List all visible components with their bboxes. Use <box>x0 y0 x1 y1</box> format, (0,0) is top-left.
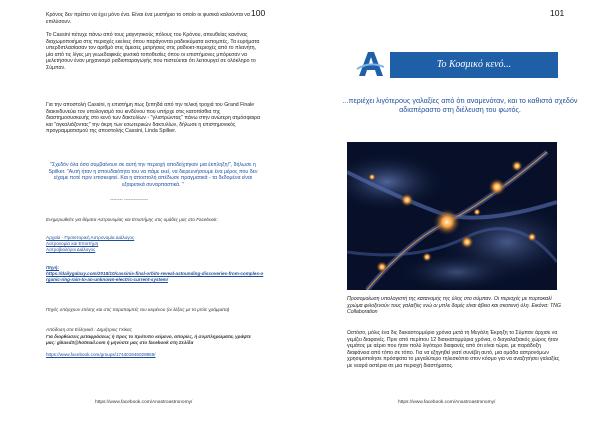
facebook-links <box>46 235 134 254</box>
source-label: Πηγή: <box>46 265 59 270</box>
corrections-note: Για διορθώσεις μεταφράσεως ή προς το πρότυπο κείμενο, απορίες, ή συμπληρώματα, γράψτε μας: gikasd3@hotmail.com ή μηνύστε μας στο facebook στη Σελίδα <box>46 334 251 345</box>
page-number-left: 100 <box>251 8 266 18</box>
link-astronomy-science[interactable]: Αστρονομία και Επιστήμη <box>46 241 99 247</box>
separator-line: -------- --------------- <box>110 198 149 203</box>
right-page <box>300 0 600 424</box>
link-astrobiology[interactable]: Αστροβιολόγοι Διάλογος <box>46 247 96 253</box>
source-block[interactable] <box>46 265 264 283</box>
source-url[interactable]: https://dailygalaxy.com/2018/10/cassinis-final-orbits-reveal-astounding-discoveries-from-complex-organic-ring-rain-to-an-unknown-electric-current-system/ <box>46 271 264 282</box>
paragraph-intro: Κρόνος δεν πρέπει να έχει μόνο ένα. Είναι ένα μυστήριο το οποίο οι φυσικά καλούνται να επιλύσουν. <box>46 12 250 25</box>
a-logo-icon <box>355 49 385 79</box>
link-ancient-astronomy[interactable]: Αρχαία - Προϊστορική Αστρονομία Διάλογος <box>46 235 135 240</box>
paragraph-intergalactic: Ωστόσο, μόλις ένα δις διεκαστομμύριο χρόνια μετά τη Μεγάλη Έκρηξη το Σύμπαν άρχισε να γεμίζει διαφανές. Πριν από περίπου 12 δισεκατομμύρια χρόνια, ο διαγαλαξιακός χώρος ήταν γεμάτος με αέριο που ήταν πολύ λιγότερο διαφανές από ότι είναι τώρα, με παράδοξη διαφάνεια από τόπο σε τόπο. Για να εξηγηθεί γιατί συνέβη αυτό, μια ομάδα αστρονόμων χρησιμοποίησε πρόσφατα το μεγαλύτερο τηλεσκόπιο στον κόσμο για να αναζητήσει γαλαξίες με νεαρά αστέρια σε μια περιοχή διαστήματος. <box>347 330 560 369</box>
sources-note: Πηγές υπάρχουν επίσης και στις παραπομπές του κειμένου (οι λέξεις με τα μπλε γράμματα) <box>46 307 230 312</box>
paragraph-grand-finale: Για την αποστολή Cassini, η επιστήμη πως ξεπηδά από την τελική τροχιά του Grand Finale διακινδυνεύει τον υπολογισμό του κινδύνου που υπήρχε στις κατοπίσθια της διαστημοσυσκευής στο κενό των δακτυλίων - "γλιστρώντας" πάνω στην ανώτερη ατμόσφαιρα και "αγκαλιάζοντας" την άκρη των εσωτερικών δακτυλίων, δήλωσε η επιστημονικός προγραμματισμού της αποστολής Cassini, Linda Spilker. <box>46 102 260 135</box>
footer-left[interactable]: https://www.facebook.com/Anastroastronomy/ <box>95 400 193 405</box>
translation-credit: Απόδοση στα Ελληνικά : Δημήτριος Γκίκας <box>46 327 132 332</box>
facebook-info: Ενημερωθείτε για θέματα Αστρονομίας και Επιστήμης στις ομάδες μας στο Facebook: <box>46 217 218 222</box>
cosmic-web-image <box>347 142 557 290</box>
cosmic-web-icon <box>347 142 557 290</box>
subtitle: ...περιέχει λιγότερους γαλαξίες από ότι αναμενόταν, και το καθιστά σχεδόν αδιαπέραστο στη διέλευση του φωτός. <box>342 96 578 115</box>
footer-right[interactable]: https://www.facebook.com/Anastroastronomy/ <box>398 400 496 405</box>
facebook-group-link[interactable]: https://www.facebook.com/groups/174401846028959/ <box>46 352 156 357</box>
paragraph-cassini: Το Cassini πέτυχε πάνω από τους μαγνητικούς πόλους του Κρόνου, απευθείας κανόνας διαχωμοποιήμα στις περιοχές εκείνες όπου παράγονται ραδιοκύματα εκπομπές. Τα ευρήματα υπερδιπλασίασαν τον αριθμό στις άμεσες μετρήσεις στις ραδιοκτ-περιοχές από το πλανήτη, μία από τις λίγες μη γεωεδαφικές φυσικά τοποθεσίες όπου οι επιστήμονες μπόρεσαν να μελετήσουν έναν μηχανισμό ραδιοπαραγωγής που πιστεύεται ότι λειτουργεί σε ολόκληρο το Σύμπαν. <box>46 32 260 71</box>
image-caption: Προσομοίωση υπολογιστή της κατανομής της ύλης στο σύμπαν. Οι περιοχές με πορτοκαλί χρώμα φιλοξενούν τους γαλαξίες ενώ οι μπλε δομές είναι άβειο και σκοτεινή ύλη. Εικόνα: TNG Collaboration <box>347 296 561 316</box>
page-number-right: 101 <box>550 8 565 18</box>
page-title: Το Κοσμικό κενό... <box>390 52 558 78</box>
quote-spilker: "Σχεδόν όλα όσα συμβαίνουν σε αυτή την περιοχή αποδείχτηκαν μια έκπληξη!", δήλωσε η Spilker. "Αυτή ήταν η σπουδαιότητα του να πάμε εκεί, να διερευνήσουμε ένα μέρος που δεν είχαμε ποτέ πριν επισκεφτεί. Και η αποστολή απέδωσε πραγματικά - τα δεδομένα είναι εξαιρετικά συναρπαστικά. " <box>48 162 258 188</box>
